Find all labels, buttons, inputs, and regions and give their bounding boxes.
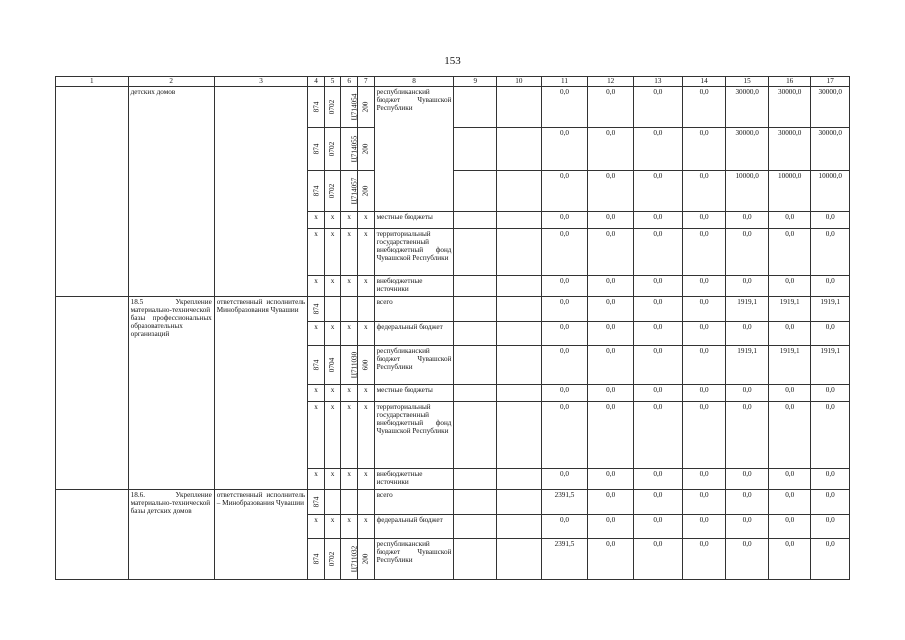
value-col-17: 0,0 [811, 322, 850, 346]
blank-cell [454, 276, 497, 297]
funding-source: местные бюджеты [374, 212, 454, 229]
header-col-3: 3 [214, 77, 307, 87]
code-c7 [357, 346, 374, 385]
code-c7-text: 200 [361, 101, 370, 113]
header-col-7: 7 [357, 77, 374, 87]
blank-cell [497, 346, 542, 385]
code-c5: x [324, 515, 341, 539]
value-col-11: 0,0 [541, 297, 588, 322]
value-col-13: 0,0 [634, 402, 683, 469]
code-c5: x [324, 276, 341, 297]
value-col-11: 0,0 [541, 385, 588, 402]
budget-table [55, 76, 850, 580]
table-row [56, 490, 850, 515]
code-c6 [341, 87, 358, 128]
blank-cell [454, 322, 497, 346]
value-col-12: 0,0 [588, 515, 634, 539]
code-c4: x [308, 469, 325, 490]
code-c4: x [308, 322, 325, 346]
value-col-17: 0,0 [811, 469, 850, 490]
value-col-13: 0,0 [634, 229, 683, 276]
value-col-16: 0,0 [768, 469, 811, 490]
value-col-14: 0,0 [682, 490, 726, 515]
header-col-17: 17 [811, 77, 850, 87]
blank-cell [454, 212, 497, 229]
funding-source: республиканский бюджет Чувашской Республики [374, 539, 454, 580]
value-col-15: 0,0 [726, 402, 769, 469]
value-col-16: 1919,1 [768, 346, 811, 385]
value-col-13: 0,0 [634, 346, 683, 385]
value-col-13: 0,0 [634, 171, 683, 212]
code-c5: x [324, 402, 341, 469]
header-col-9: 9 [454, 77, 497, 87]
value-col-12: 0,0 [588, 322, 634, 346]
blank-cell [497, 515, 542, 539]
code-c7: x [357, 402, 374, 469]
value-col-16: 0,0 [768, 539, 811, 580]
code-c5 [324, 539, 341, 580]
value-col-17: 0,0 [811, 402, 850, 469]
value-col-15: 0,0 [726, 322, 769, 346]
value-col-11: 2391,5 [541, 539, 588, 580]
header-col-14: 14 [682, 77, 726, 87]
value-col-14: 0,0 [682, 385, 726, 402]
blank-cell [454, 128, 497, 171]
value-col-12: 0,0 [588, 276, 634, 297]
page-number: 153 [444, 55, 461, 67]
header-col-5: 5 [324, 77, 341, 87]
value-col-17: 0,0 [811, 490, 850, 515]
blank-cell [497, 276, 542, 297]
blank-cell [497, 229, 542, 276]
blank-cell [454, 515, 497, 539]
code-c6: x [341, 515, 358, 539]
value-col-13: 0,0 [634, 297, 683, 322]
value-col-15: 0,0 [726, 539, 769, 580]
funding-source: территориальный государственный внебюджетный фонд Чувашской Республики [374, 402, 454, 469]
code-c7 [357, 128, 374, 171]
code-c4-text: 874 [311, 101, 320, 113]
header-col-4: 4 [308, 77, 325, 87]
header-col-6: 6 [341, 77, 358, 87]
col1-cell [56, 297, 129, 490]
code-c7 [357, 490, 374, 515]
funding-source: федеральный бюджет [374, 515, 454, 539]
value-col-16: 0,0 [768, 212, 811, 229]
item-name: 18.5 Укрепление материально-технической базы профессиональных образовательных организаций [128, 297, 214, 490]
code-c6 [341, 171, 358, 212]
funding-source: республиканский бюджет Чувашской Республики [374, 346, 454, 385]
code-c5: x [324, 385, 341, 402]
code-c6 [341, 297, 358, 322]
funding-source: внебюджетные источники [374, 276, 454, 297]
value-col-11: 0,0 [541, 229, 588, 276]
header-col-10: 10 [497, 77, 542, 87]
value-col-16: 0,0 [768, 229, 811, 276]
value-col-13: 0,0 [634, 490, 683, 515]
value-col-13: 0,0 [634, 385, 683, 402]
header-col-1: 1 [56, 77, 129, 87]
code-c5 [324, 490, 341, 515]
blank-cell [497, 539, 542, 580]
header-row [56, 77, 850, 87]
code-c5-text: 0702 [328, 551, 337, 567]
code-c5-text: 0704 [328, 357, 337, 373]
code-c5 [324, 171, 341, 212]
blank-cell [454, 229, 497, 276]
blank-cell [497, 490, 542, 515]
code-c6 [341, 346, 358, 385]
code-c6-text: Ц714055 [350, 135, 359, 163]
code-c5: x [324, 469, 341, 490]
value-col-14: 0,0 [682, 276, 726, 297]
code-c6: x [341, 385, 358, 402]
code-c4: x [308, 212, 325, 229]
col1-cell [56, 87, 129, 297]
value-col-12: 0,0 [588, 297, 634, 322]
table-row [56, 297, 850, 322]
code-c7: x [357, 515, 374, 539]
code-c5-text: 0702 [328, 183, 337, 199]
code-c4-text: 874 [311, 359, 320, 371]
value-col-14: 0,0 [682, 87, 726, 128]
value-col-17: 1919,1 [811, 346, 850, 385]
code-c5 [324, 128, 341, 171]
value-col-16: 30000,0 [768, 128, 811, 171]
blank-cell [454, 469, 497, 490]
code-c6: x [341, 276, 358, 297]
value-col-16: 1919,1 [768, 297, 811, 322]
value-col-14: 0,0 [682, 212, 726, 229]
value-col-17: 0,0 [811, 515, 850, 539]
blank-cell [454, 346, 497, 385]
blank-cell [497, 212, 542, 229]
value-col-15: 0,0 [726, 229, 769, 276]
code-c4-text: 874 [311, 303, 320, 315]
value-col-16: 10000,0 [768, 171, 811, 212]
code-c7: x [357, 322, 374, 346]
code-c4 [308, 346, 325, 385]
funding-source: местные бюджеты [374, 385, 454, 402]
value-col-14: 0,0 [682, 128, 726, 171]
value-col-14: 0,0 [682, 297, 726, 322]
code-c4 [308, 490, 325, 515]
blank-cell [454, 402, 497, 469]
code-c4-text: 874 [311, 553, 320, 565]
item-name: 18.6. Укрепление материально-технической базы детских домов [128, 490, 214, 580]
value-col-15: 1919,1 [726, 297, 769, 322]
funding-source: федеральный бюджет [374, 322, 454, 346]
blank-cell [454, 171, 497, 212]
header-col-13: 13 [634, 77, 683, 87]
value-col-15: 0,0 [726, 515, 769, 539]
value-col-13: 0,0 [634, 87, 683, 128]
code-c5-text: 0702 [328, 141, 337, 157]
value-col-12: 0,0 [588, 346, 634, 385]
value-col-12: 0,0 [588, 229, 634, 276]
funding-source: внебюджетные источники [374, 469, 454, 490]
value-col-14: 0,0 [682, 539, 726, 580]
value-col-17: 0,0 [811, 229, 850, 276]
value-col-12: 0,0 [588, 490, 634, 515]
code-c7: x [357, 229, 374, 276]
value-col-16: 0,0 [768, 402, 811, 469]
value-col-11: 0,0 [541, 171, 588, 212]
blank-cell [454, 490, 497, 515]
value-col-13: 0,0 [634, 539, 683, 580]
code-c4-text: 874 [311, 496, 320, 508]
value-col-12: 0,0 [588, 385, 634, 402]
value-col-15: 0,0 [726, 276, 769, 297]
value-col-12: 0,0 [588, 402, 634, 469]
code-c7 [357, 87, 374, 128]
header-col-8: 8 [374, 77, 454, 87]
value-col-15: 30000,0 [726, 87, 769, 128]
value-col-13: 0,0 [634, 469, 683, 490]
code-c5 [324, 297, 341, 322]
value-col-11: 0,0 [541, 87, 588, 128]
value-col-15: 0,0 [726, 469, 769, 490]
value-col-13: 0,0 [634, 515, 683, 539]
code-c4: x [308, 515, 325, 539]
code-c5: x [324, 322, 341, 346]
header-col-15: 15 [726, 77, 769, 87]
code-c4 [308, 128, 325, 171]
table-row [56, 87, 850, 128]
value-col-14: 0,0 [682, 515, 726, 539]
value-col-14: 0,0 [682, 322, 726, 346]
value-col-16: 0,0 [768, 385, 811, 402]
header-col-2: 2 [128, 77, 214, 87]
code-c7: x [357, 276, 374, 297]
code-c4 [308, 171, 325, 212]
code-c6: x [341, 469, 358, 490]
value-col-13: 0,0 [634, 212, 683, 229]
code-c7: x [357, 385, 374, 402]
code-c6: x [341, 322, 358, 346]
value-col-15: 0,0 [726, 385, 769, 402]
blank-cell [454, 87, 497, 128]
value-col-15: 0,0 [726, 490, 769, 515]
value-col-11: 0,0 [541, 469, 588, 490]
funding-source: всего [374, 490, 454, 515]
value-col-11: 2391,5 [541, 490, 588, 515]
code-c4-text: 874 [311, 185, 320, 197]
code-c5: x [324, 229, 341, 276]
value-col-17: 30000,0 [811, 87, 850, 128]
code-c4: x [308, 385, 325, 402]
code-c7 [357, 297, 374, 322]
value-col-17: 0,0 [811, 385, 850, 402]
code-c7-text: 200 [361, 143, 370, 155]
code-c7 [357, 171, 374, 212]
value-col-15: 10000,0 [726, 171, 769, 212]
value-col-17: 30000,0 [811, 128, 850, 171]
code-c7-text: 200 [361, 553, 370, 565]
header-col-12: 12 [588, 77, 634, 87]
item-name: детских домов [128, 87, 214, 297]
code-c4 [308, 539, 325, 580]
value-col-12: 0,0 [588, 171, 634, 212]
blank-cell [497, 87, 542, 128]
code-c6 [341, 490, 358, 515]
blank-cell [454, 539, 497, 580]
code-c6: x [341, 402, 358, 469]
blank-cell [454, 385, 497, 402]
value-col-12: 0,0 [588, 87, 634, 128]
value-col-11: 0,0 [541, 346, 588, 385]
code-c7 [357, 539, 374, 580]
code-c7: x [357, 212, 374, 229]
blank-cell [497, 297, 542, 322]
col1-cell [56, 490, 129, 580]
blank-cell [497, 385, 542, 402]
value-col-16: 30000,0 [768, 87, 811, 128]
value-col-12: 0,0 [588, 539, 634, 580]
funding-source: республиканский бюджет Чувашской Республики [374, 87, 454, 212]
value-col-11: 0,0 [541, 515, 588, 539]
code-c7: x [357, 469, 374, 490]
funding-source: территориальный государственный внебюджетный фонд Чувашской Республики [374, 229, 454, 276]
code-c6-text: Ц711032 [350, 545, 359, 573]
code-c5 [324, 346, 341, 385]
value-col-16: 0,0 [768, 322, 811, 346]
value-col-16: 0,0 [768, 490, 811, 515]
code-c6-text: Ц711030 [350, 351, 359, 379]
value-col-14: 0,0 [682, 402, 726, 469]
code-c5-text: 0702 [328, 99, 337, 115]
value-col-17: 0,0 [811, 212, 850, 229]
blank-cell [497, 402, 542, 469]
responsible-executor: ответственный исполнитель Минобразования Чувашии [214, 297, 307, 490]
blank-cell [497, 322, 542, 346]
code-c4: x [308, 402, 325, 469]
value-col-15: 30000,0 [726, 128, 769, 171]
value-col-14: 0,0 [682, 346, 726, 385]
code-c7-text: 200 [361, 185, 370, 197]
responsible-executor [214, 87, 307, 297]
code-c4-text: 874 [311, 143, 320, 155]
value-col-12: 0,0 [588, 128, 634, 171]
value-col-11: 0,0 [541, 402, 588, 469]
code-c4 [308, 87, 325, 128]
code-c4: x [308, 276, 325, 297]
blank-cell [497, 171, 542, 212]
value-col-13: 0,0 [634, 128, 683, 171]
value-col-17: 0,0 [811, 539, 850, 580]
value-col-17: 1919,1 [811, 297, 850, 322]
blank-cell [454, 297, 497, 322]
value-col-13: 0,0 [634, 276, 683, 297]
value-col-13: 0,0 [634, 322, 683, 346]
value-col-15: 1919,1 [726, 346, 769, 385]
code-c6: x [341, 212, 358, 229]
code-c4 [308, 297, 325, 322]
code-c4: x [308, 229, 325, 276]
code-c6 [341, 128, 358, 171]
code-c6: x [341, 229, 358, 276]
blank-cell [497, 128, 542, 171]
value-col-14: 0,0 [682, 171, 726, 212]
value-col-14: 0,0 [682, 469, 726, 490]
code-c6 [341, 539, 358, 580]
value-col-11: 0,0 [541, 276, 588, 297]
header-col-11: 11 [541, 77, 588, 87]
value-col-11: 0,0 [541, 212, 588, 229]
value-col-17: 10000,0 [811, 171, 850, 212]
responsible-executor: ответственный исполнитель – Минобразования Чувашии [214, 490, 307, 580]
code-c5 [324, 87, 341, 128]
code-c6-text: Ц714054 [350, 93, 359, 121]
code-c5: x [324, 212, 341, 229]
value-col-17: 0,0 [811, 276, 850, 297]
value-col-15: 0,0 [726, 212, 769, 229]
header-col-16: 16 [768, 77, 811, 87]
value-col-11: 0,0 [541, 322, 588, 346]
value-col-11: 0,0 [541, 128, 588, 171]
code-c6-text: Ц714057 [350, 177, 359, 205]
value-col-12: 0,0 [588, 212, 634, 229]
blank-cell [497, 469, 542, 490]
value-col-16: 0,0 [768, 515, 811, 539]
value-col-16: 0,0 [768, 276, 811, 297]
value-col-14: 0,0 [682, 229, 726, 276]
value-col-12: 0,0 [588, 469, 634, 490]
funding-source: всего [374, 297, 454, 322]
code-c7-text: 600 [361, 359, 370, 371]
